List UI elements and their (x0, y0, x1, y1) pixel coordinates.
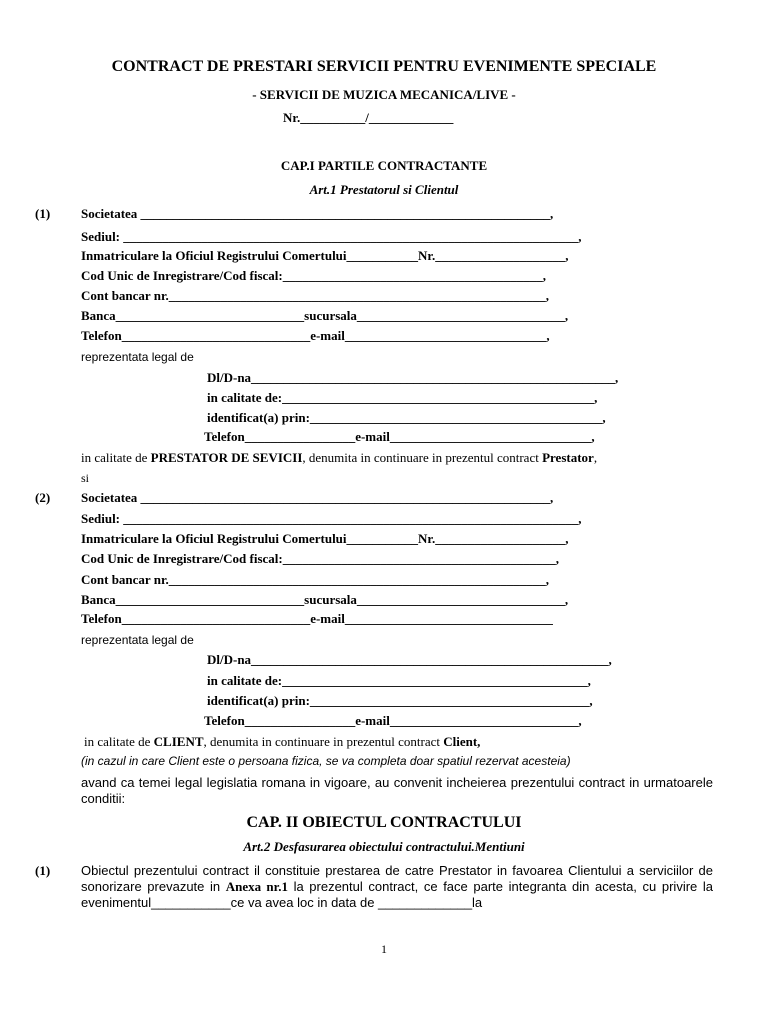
party-1-role-end: , (593, 450, 598, 465)
party-1-role-name: PRESTATOR DE SEVICII (150, 450, 303, 465)
article-1-title: Art.1 Prestatorul si Clientul (309, 182, 459, 197)
party-2-role-name: CLIENT (153, 734, 204, 749)
page-number: 1 (381, 942, 387, 956)
party-1-banca: Banca_____________________________sucursala________________________________, (81, 308, 569, 323)
party-2-banca: Banca_____________________________sucursala________________________________, (81, 592, 569, 607)
party-1-sediul: Sediul: ______________________________________________________________________, (81, 229, 582, 244)
party-2-dl: Dl/D-na_______________________________________________________, (207, 652, 612, 667)
party-1-telefon: Telefon_____________________________e-mail_______________________________, (81, 328, 550, 343)
party-2-role-prefix: in calitate de (84, 734, 154, 749)
natural-person-note: (in cazul in care Client este o persoana fizica, se va completa doar spatiul rezervat acesteia) (81, 754, 571, 768)
chapter-2-title: CAP. II OBIECTUL CONTRACTULUI (246, 814, 522, 831)
party-1-reprezentata: reprezentata legal de (81, 350, 194, 364)
article-2-paragraph-number: (1) (35, 863, 51, 878)
party-1-cui: Cod Unic de Inregistrare/Cod fiscal:________________________________________, (81, 268, 546, 283)
party-1-role (81, 450, 597, 466)
party-2-inmatriculare: Inmatriculare la Oficiul Registrului Comertului___________Nr.____________________, (81, 531, 569, 546)
contract-title: CONTRACT DE PRESTARI SERVICII PENTRU EVENIMENTE SPECIALE (111, 58, 657, 75)
party-2-telefon-email: Telefon_________________e-mail_____________________________, (204, 713, 582, 728)
party-2-reprezentata: reprezentata legal de (81, 633, 194, 647)
party-2-role-middle: , denumita in continuare in prezentul contract (203, 734, 444, 749)
article-2-paragraph-end: la prezentul contract, ce face parte integranta din acesta, cu privire la evenimentul___________ce va avea loc in data de _____________la (81, 879, 713, 910)
annex-reference: Anexa nr.1 (225, 879, 288, 894)
party-1-dl: Dl/D-na________________________________________________________, (207, 370, 619, 385)
party-1-role-prefix: in calitate de (81, 450, 151, 465)
article-2-paragraph (81, 863, 713, 911)
article-2-title: Art.2 Desfasurarea obiectului contractului.Mentiuni (243, 839, 525, 854)
party-2-sediul: Sediul: ______________________________________________________________________, (81, 511, 582, 526)
party-2-identificat: identificat(a) prin:___________________________________________, (207, 693, 593, 708)
and-conjunction: si (81, 471, 90, 485)
party-2-number: (2) (35, 490, 51, 505)
party-1-societatea: Societatea _______________________________________________________________, (81, 206, 554, 221)
party-1-cont: Cont bancar nr.__________________________________________________________, (81, 288, 550, 303)
party-2-telefon: Telefon_____________________________e-mail________________________________ (81, 611, 553, 626)
party-2-cui: Cod Unic de Inregistrare/Cod fiscal:__________________________________________, (81, 551, 559, 566)
party-2-role (84, 734, 480, 750)
party-1-calitate: in calitate de:________________________________________________, (207, 390, 598, 405)
party-2-cont: Cont bancar nr.__________________________________________________________, (81, 572, 550, 587)
party-2-calitate: in calitate de:_______________________________________________, (207, 673, 591, 688)
party-1-role-middle: , denumita in continuare in prezentul contract (302, 450, 543, 465)
party-1-number: (1) (35, 206, 51, 221)
legal-basis-paragraph: avand ca temei legal legislatia romana in vigoare, au convenit incheierea prezentului contract in urmatoarele conditii: (81, 775, 713, 806)
party-1-telefon-email: Telefon_________________e-mail_______________________________, (204, 429, 595, 444)
chapter-1-title: CAP.I PARTILE CONTRACTANTE (280, 158, 488, 173)
party-2-societatea: Societatea _______________________________________________________________, (81, 490, 554, 505)
party-1-short-name: Prestator (542, 450, 594, 465)
party-1-inmatriculare: Inmatriculare la Oficiul Registrului Comertului___________Nr.____________________, (81, 248, 569, 263)
contract-number-line: Nr.__________/_____________ (283, 110, 454, 125)
party-2-short-name: Client, (443, 734, 481, 749)
article-2-paragraph-start: Obiectul prezentului contract il constituie prestarea de catre Prestator in favoarea Clientului a serviciilor de sonorizare prevazute in (81, 863, 713, 894)
contract-subtitle: - SERVICII DE MUZICA MECANICA/LIVE - (252, 87, 516, 102)
party-1-identificat: identificat(a) prin:_____________________________________________, (207, 410, 606, 425)
